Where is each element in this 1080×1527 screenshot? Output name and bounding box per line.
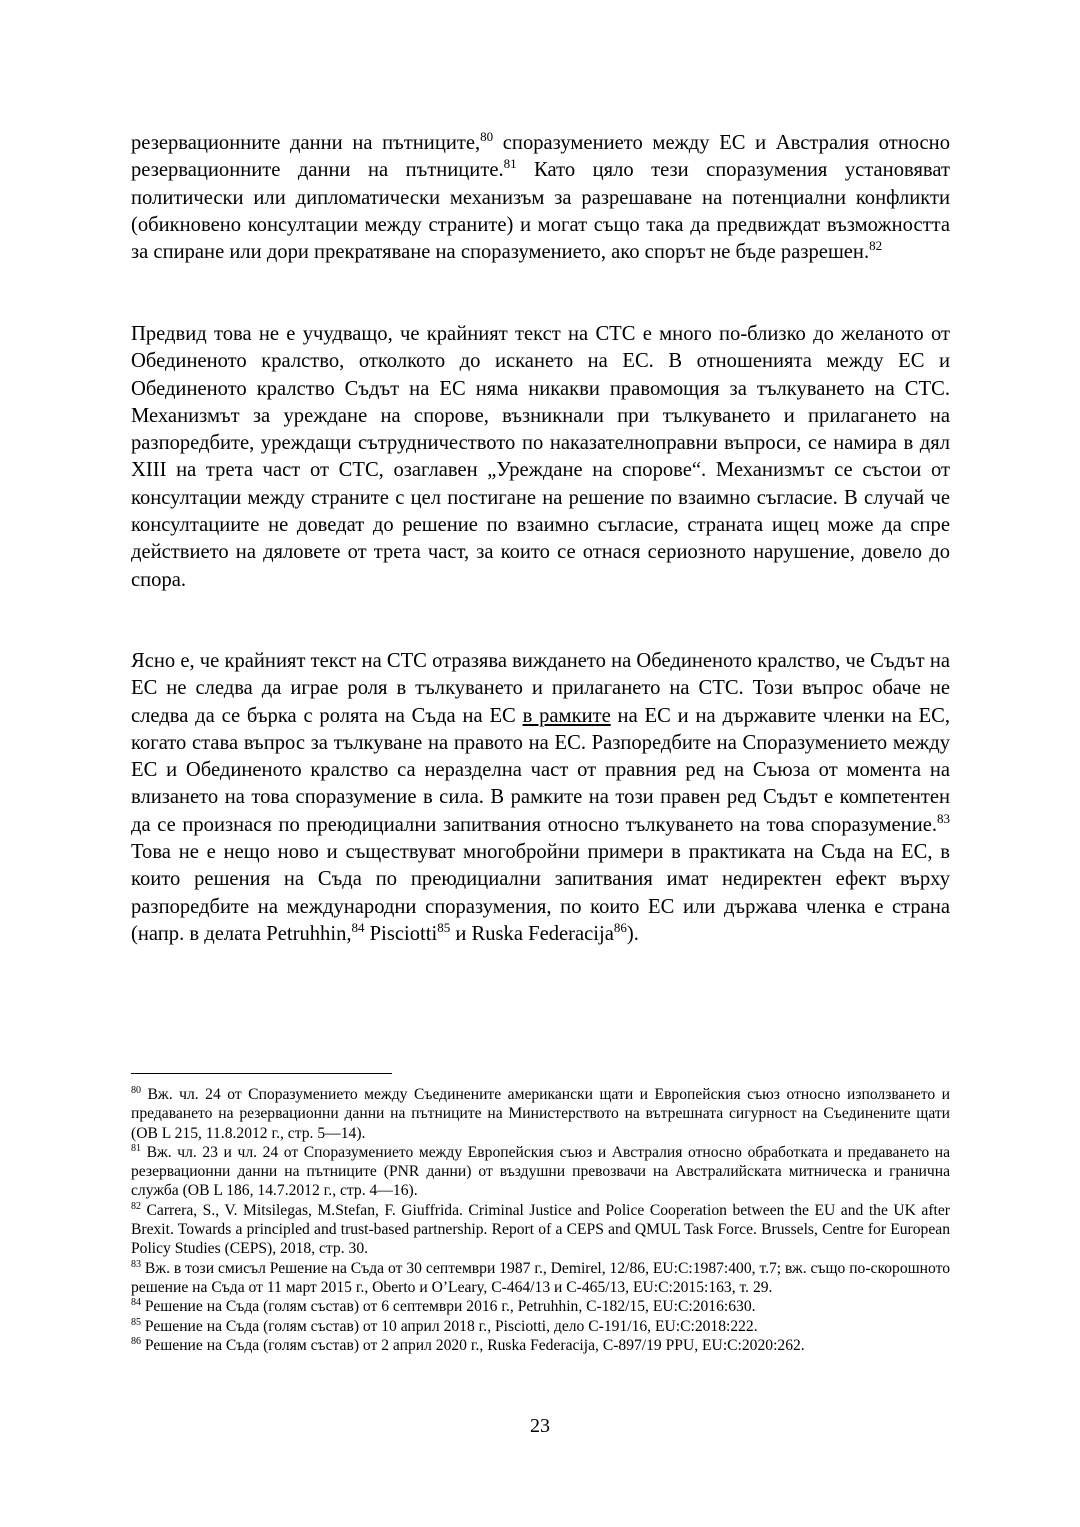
footnote-number: 82 [131, 1200, 141, 1212]
footnote-number: 81 [131, 1142, 141, 1154]
footnote-number: 83 [131, 1258, 141, 1270]
footnote-text: Решение на Съда (голям състав) от 6 септември 2016 г., Petruhhin, C-182/15, EU:C:2016:630. [141, 1298, 756, 1316]
footnote-text: Решение на Съда (голям състав) от 10 април 2018 г., Pisciotti, дело C-191/16, EU:C:2018:222. [141, 1317, 758, 1335]
paragraph-text: Това не е нещо ново и съществуват многобройни примери в практиката на Съда на ЕС, в които решения на Съда по преюдициални запитвания имат недиректен ефект върху разпоредбите на международни споразумения, по които ЕС или държава членка е страна (напр. в делата Petruhhin, [131, 841, 950, 945]
footnote-text: Решение на Съда (голям състав) от 2 април 2020 г., Ruska Federacija, C-897/19 PPU, EU:C:2020:262. [141, 1336, 805, 1354]
footnote-number: 85 [131, 1316, 141, 1328]
footnote-ref-83[interactable]: 83 [937, 810, 950, 826]
paragraph-text: Ясно е, че крайният текст на СТС отразява виждането на Обединеното кралство, че Съдът на ЕС не следва да играе роля в тълкуването и прилагането на СТС. Този въпрос обаче не следва да се бърка с ролята на Съда на ЕС [131, 650, 950, 727]
paragraph-text: на ЕС и на държавите членки на ЕС, когато става въпрос за тълкуване на правото на ЕС. Разпоредбите на Споразумението между ЕС и Обединеното кралство са неразделна част от правния ред на Съюза от момента на влизането на това споразумение в сила. В рамките на този правен ред Съдът е компетентен да се произнася по преюдициални запитвания относно тълкуването на това споразумение. [131, 704, 950, 836]
footnote-80 [131, 1085, 950, 1143]
footnote-ref-82[interactable]: 82 [869, 238, 883, 254]
footnote-ref-81[interactable]: 81 [503, 156, 517, 172]
footnote-85 [131, 1317, 950, 1336]
footnote-81 [131, 1143, 950, 1201]
footnote-text: Вж. чл. 24 от Споразумението между Съединените американски щати и Европейския съюз относно използването и предаването на резервационни данни на пътниците на Министерството на вътрешната сигурност на Съединените щати (ОВ L 215, 11.8.2012 г., стр. 5—14). [131, 1086, 950, 1142]
footnote-82 [131, 1201, 950, 1259]
paragraph-text: споразумението между ЕС и Австралия относно резервационните данни на пътниците. [131, 132, 950, 182]
footnotes [131, 1085, 950, 1355]
footnote-text: Carrera, S., V. Mitsilegas, M.Stefan, F. Giuffrida. Criminal Justice and Police Cooperation between the EU and the UK after Brexit. Towards a principled and trust-based partnership. Report of a CEPS and QMUL Task Force. Brussels, Centre for European Policy Studies (CEPS), 2018, стр. 30. [131, 1201, 950, 1258]
paragraph-2: Предвид това не е учудващо, че крайният текст на СТС е много по-близко до желаното от Обединеното кралство, отколкото до искането на ЕС. В отношенията между ЕС и Обединеното кралство Съдът на ЕС няма никакви правомощия за тълкуването на СТС. Механизмът за уреждане на спорове, възникнали при тълкуването и прилагането на разпоредбите, уреждащи сътрудничеството по наказателноправни въпроси, се намира в дял XIII на трета част от СТС, озаглавен „Уреждане на спорове“. Механизмът се състои от консултации между страните с цел постигане на решение по взаимно съгласие. В случай че консултациите не доведат до решение по взаимно съгласие, страната ищец може да спре действието на дяловете от трета част, за които се отнася сериозното нарушение, довело до спора. [131, 323, 950, 591]
paragraph-3 [131, 648, 950, 948]
underlined-phrase: в рамките [522, 704, 611, 727]
footnote-number: 80 [131, 1085, 141, 1096]
paragraph-text: ). [626, 922, 639, 945]
paragraph-text: Pisciotti [364, 922, 438, 945]
footnote-ref-86[interactable]: 86 [613, 919, 627, 935]
paragraph-1 [131, 130, 950, 266]
footnote-text: Вж. чл. 23 и чл. 24 от Споразумението между Европейския съюз и Австралия относно обработката и предаването на резервационни данни на пътниците (PNR данни) от въздушни превозвачи на Австралийската митническа и гранична служба (ОВ L 186, 14.7.2012 г., стр. 4—16). [131, 1143, 950, 1200]
paragraph-text: и Ruska Federacija [450, 922, 614, 945]
footnote-84 [131, 1297, 950, 1316]
paragraph-text: резервационните данни на пътниците, [131, 132, 481, 154]
footnote-83 [131, 1259, 950, 1298]
footnote-86 [131, 1336, 950, 1355]
paragraph-text: Като цяло тези споразумения установяват политически или дипломатически механизъм за разрешаване на потенциални конфликти (обикновено консултации между страните) и могат също така да предвиждат възможността за спиране или дори прекратяване на споразумението, ако спорът не бъде разрешен. [131, 159, 950, 264]
footnote-separator [131, 1073, 392, 1074]
footnote-ref-80[interactable]: 80 [480, 129, 494, 144]
footnote-ref-84[interactable]: 84 [351, 919, 365, 935]
page-number: 23 [530, 1415, 550, 1437]
footnote-number: 86 [131, 1335, 141, 1347]
footnote-number: 84 [131, 1297, 141, 1309]
footnote-ref-85[interactable]: 85 [437, 919, 451, 935]
footnote-text: Вж. в този смисъл Решение на Съда от 30 септември 1987 г., Demirel, 12/86, EU:C:1987:400, т.7; вж. също по-скорошното решение на Съда от 11 март 2015 г., Oberto и O’Leary, C-464/13 и C-465/13, EU:C:2015:163, т. 29. [131, 1259, 950, 1296]
